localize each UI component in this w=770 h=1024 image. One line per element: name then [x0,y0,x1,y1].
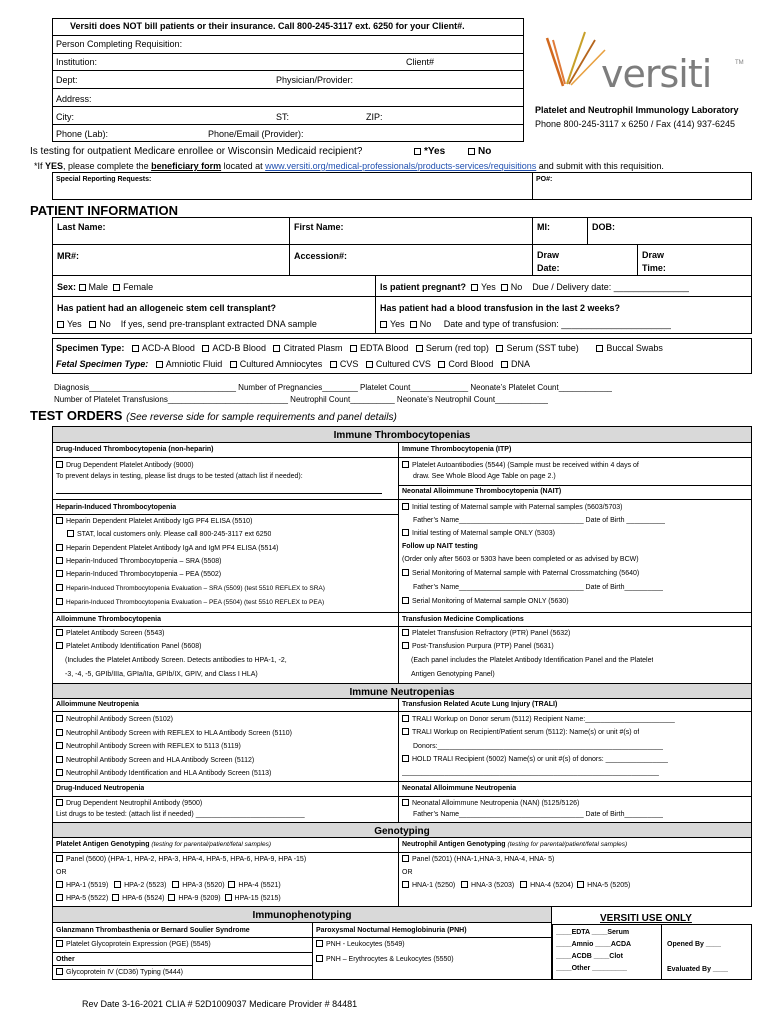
medicare-instructions: *If YES, please complete the beneficiary form located at www.versiti.org/medical-professionals/products-services/requisitions and submit with this requisition. [34,161,664,171]
st-field[interactable]: ST: [276,112,290,122]
person-completing-field[interactable]: Person Completing Requisition: [56,39,183,49]
lab-phone: Phone 800-245-3117 x 6250 / Fax (414) 937-6245 [535,119,735,129]
allo-5543-checkbox[interactable] [56,629,63,636]
hna1-checkbox[interactable] [402,881,409,888]
allo-section: Alloimmune Thrombocytopenia Platelet Antibody Screen (5543) Platelet Antibody Identification Panel (5608) (Includes the Platelet Antibody Screen. Detects antibodies to HPA-1, -2, -3, -4, -5, GPIb/IIIa, GPIa/IIa, GPIb/IX, GPIV, and Class I HLA) [52,612,399,684]
fetal-amniocytes-checkbox[interactable] [230,361,237,368]
pag-panel-checkbox[interactable] [56,855,63,862]
draw-time-field[interactable]: Draw Time: [637,244,752,276]
first-name-field[interactable]: First Name: [289,217,533,245]
use-only-box: ____EDTA ____Serum ____Amnio ____ACDA ____ACDB ____Clot ____Other _________ Opened By ____ Evaluated By ____ [552,924,752,980]
fetal-amniotic-checkbox[interactable] [156,361,163,368]
trali-donor-checkbox[interactable] [402,715,409,722]
specimen-acda-checkbox[interactable] [132,345,139,352]
hit-5504-checkbox[interactable] [56,598,63,605]
hpa1-checkbox[interactable] [56,881,63,888]
nait-5640-checkbox[interactable] [402,569,409,576]
medicare-no[interactable]: No [468,145,491,158]
immunophenotyping-header: Immunophenotyping [52,906,552,923]
beneficiary-form-link[interactable]: beneficiary form [151,161,222,171]
address-field[interactable]: Address: [56,94,92,104]
pregnant-row: Is patient pregnant? Yes No Due / Delivery date: _______________ [375,275,752,297]
specimen-edta-checkbox[interactable] [350,345,357,352]
din-section: Drug-Induced Neutropenia Drug Dependent Neutrophil Antibody (9500) List drugs to be tested: (attach list if needed) ____________________________ [52,781,399,823]
specimen-buccal-checkbox[interactable] [596,345,603,352]
hna4-checkbox[interactable] [520,881,527,888]
client-field[interactable]: Client# [406,57,435,67]
trali-recipient-checkbox[interactable] [402,728,409,735]
zip-field[interactable]: ZIP: [366,112,383,122]
special-reporting-box[interactable] [52,172,752,200]
logo-tm: TM [735,60,744,66]
hpa4-checkbox[interactable] [228,881,235,888]
pregnant-yes-checkbox[interactable] [471,284,478,291]
din-9500-checkbox[interactable] [56,799,63,806]
nait-5630-checkbox[interactable] [402,597,409,604]
dit-section: Drug-Induced Thrombocytopenia (non-heparin) Drug Dependent Platelet Antibody (9000) To prevent delays in testing, please list drugs to be tested (attach list if needed): [52,442,399,500]
trans-no-checkbox[interactable] [410,321,417,328]
nait-5603-checkbox[interactable] [402,503,409,510]
an-5110-checkbox[interactable] [56,729,63,736]
hpa2-checkbox[interactable] [114,881,121,888]
nait-section: Initial testing of Maternal sample with Paternal samples (5603/5703) Father’s Name________________________________ Date of Birth __________ Initial testing of Maternal sample ONLY (5303) Follow up NAIT testing (Order only after 5603 or 5303 have been completed or as advised by BCW) Serial Monitoring of Maternal sample with Paternal Crossmatching (5640) Father’s Name________________________________ Date of Birth__________ Serial Monitoring of Maternal sample ONLY (5630) [398,499,752,613]
draw-date-field[interactable]: Draw Date: [532,244,638,276]
pag-section: Platelet Antigen Genotyping (testing for parental/patient/fetal samples) Panel (5600) (HPA-1, HPA-2, HPA-3, HPA-4, HPA-5, HPA-6, HPA-9, HPA -15) OR HPA-1 (5519) HPA-2 (5523) HPA-3 (5520) HPA-4 (5521) HPA-5 (5522) HPA-6 (5524) HPA-9 (5209) HPA-15 (5215) [52,837,399,907]
fetal-dna-checkbox[interactable] [501,361,508,368]
lab-name: Platelet and Neutrophil Immunology Laboratory [535,105,739,115]
mi-field[interactable]: MI: [532,217,588,245]
transfusion-row: Has patient had a blood transfusion in the last 2 weeks? Yes No Date and type of transfusion: ______________________ [375,296,752,334]
pnh-section: Paroxysmal Nocturnal Hemoglobinuria (PNH) PNH - Leukocytes (5549) PNH – Erythrocytes & Leukocytes (5550) [312,922,552,980]
stem-yes-checkbox[interactable] [57,321,64,328]
itp-section: Immune Thrombocytopenia (ITP) Platelet Autoantibodies (5544) (Sample must be received within 4 days of draw. See Whole Blood Age Table on page 2.) Neonatal Alloimmune Thrombocytopenia (NAIT) [398,442,752,500]
nag-panel-checkbox[interactable] [402,855,409,862]
nait-5303-checkbox[interactable] [402,529,409,536]
medicare-question: Is testing for outpatient Medicare enrollee or Wisconsin Medicaid recipient? [30,146,363,157]
female-checkbox[interactable] [113,284,120,291]
checkbox-icon[interactable] [414,148,421,155]
hit-stat-checkbox[interactable] [67,530,74,537]
hit-5509-checkbox[interactable] [56,584,63,591]
use-only-title: VERSITI USE ONLY [600,913,692,924]
trans-yes-checkbox[interactable] [380,321,387,328]
tmc-5632-checkbox[interactable] [402,629,409,636]
versiti-logo [545,30,745,100]
stem-no-checkbox[interactable] [89,321,96,328]
fetal-cultured-cvs-checkbox[interactable] [366,361,373,368]
stem-cell-row: Has patient had an allogeneic stem cell transplant? Yes No If yes, send pre-transplant extracted DNA sample [52,296,376,334]
hit-5514-checkbox[interactable] [56,544,63,551]
hpa9-checkbox[interactable] [168,894,175,901]
dept-field[interactable]: Dept: [56,75,78,85]
gt-section: Glanzmann Thrombasthenia or Bernard Soulier Syndrome Platelet Glycoprotein Expression (PGE) (5545) Other Glycoprotein IV (CD36) Typing (5444) [52,922,313,980]
patient-info-title: PATIENT INFORMATION [30,203,179,218]
allo-5608-checkbox[interactable] [56,642,63,649]
checkbox-icon[interactable] [468,148,475,155]
hpa15-checkbox[interactable] [225,894,232,901]
dob-field[interactable]: DOB: [587,217,752,245]
requisitions-url-link[interactable]: www.versiti.org/medical-professionals/products-services/requisitions [265,161,537,171]
dit-checkbox[interactable] [56,461,63,468]
last-name-field[interactable]: Last Name: [52,217,290,245]
hpa6-checkbox[interactable] [112,894,119,901]
test-orders-title: TEST ORDERS (See reverse side for sample requirements and panel details) [30,408,397,423]
specimen-citrated-checkbox[interactable] [273,345,280,352]
institution-field[interactable]: Institution: [56,57,98,67]
itp-checkbox[interactable] [402,461,409,468]
hna5-checkbox[interactable] [577,881,584,888]
pge-checkbox[interactable] [56,940,63,947]
hpa5-checkbox[interactable] [56,894,63,901]
genotyping-header: Genotyping [52,822,752,838]
hit-5508-checkbox[interactable] [56,557,63,564]
tmc-section: Transfusion Medicine Complications Platelet Transfusion Refractory (PTR) Panel (5632) Post-Transfusion Purpura (PTP) Panel (5631) (Each panel includes the Platelet Antibody Identification Panel and the Platelet Antigen Genotyping Panel) [398,612,752,684]
specimen-acdb-checkbox[interactable] [202,345,209,352]
phone-email-field[interactable]: Phone/Email (Provider): [208,129,304,139]
an-5112-checkbox[interactable] [56,756,63,763]
an-5102-checkbox[interactable] [56,715,63,722]
special-reporting-label: Special Reporting Requests: [56,176,152,183]
nan-section: Neonatal Alloimmune Neutropenia Neonatal Alloimmune Neutropenia (NAN) (5125/5126) Father’s Name________________________________ Date of Birth__________ [398,781,752,823]
medicare-yes[interactable]: *Yes [414,145,445,158]
hna3-checkbox[interactable] [461,881,468,888]
sex-row: Sex: Male Female [52,275,376,297]
nan-checkbox[interactable] [402,799,409,806]
nag-section: Neutrophil Antigen Genotyping (testing for parental/patient/fetal samples) Panel (5201) (HNA-1,HNA-3, HNA-4, HNA- 5) OR HNA-1 (5250) HNA-3 (5203) HNA-4 (5204) HNA-5 (5205) [398,837,752,907]
pnh-5550-checkbox[interactable] [316,955,323,962]
mr-field[interactable]: MR#: [52,244,290,276]
footer-text: Rev Date 3-16-2021 CLIA # 52D1009037 Medicare Provider # 84481 [82,999,358,1009]
an-5119-checkbox[interactable] [56,742,63,749]
cd36-checkbox[interactable] [56,968,63,975]
po-label: PO#: [536,176,553,183]
diagnosis-line-2[interactable]: Number of Platelet Transfusions___________________________ Neutrophil Count__________ Neonate’s Neutrophil Count____________ [54,395,549,404]
an-section: Alloimmune Neutropenia Neutrophil Antibody Screen (5102) Neutrophil Antibody Screen with REFLEX to HLA Antibody Screen (5110) Neutrophil Antibody Screen with REFLEX to 5113 (5119) Neutrophil Antibody Screen and HLA Antibody Screen (5112) Neutrophil Antibody Identification and HLA Antibody Screen (5113) [52,698,399,782]
trali-section: Transfusion Related Acute Lung Injury (TRALI) TRALI Workup on Donor serum (5112) Recipient Name:_______________________ TRALI Workup on Recipient/Patient serum (5112): Name(s) or unit #(s) of Donors:__________________________________________________________ HOLD TRALI Recipient (5002) Name(s) or unit #(s) of donors: ________________ __________________________________________________________________ [398,698,752,782]
pnh-5549-checkbox[interactable] [316,940,323,947]
top-notice: Versiti does NOT bill patients or their insurance. Call 800-245-3117 ext. 6250 for your Client#. [70,21,465,31]
accession-field[interactable]: Accession#: [289,244,533,276]
trali-hold-checkbox[interactable] [402,755,409,762]
fetal-specimen-row: Fetal Specimen Type: Amniotic Fluid Cultured Amniocytes CVS Cultured CVS Cord Blood DNA [56,359,530,369]
specimen-serum-red-checkbox[interactable] [416,345,423,352]
hit-5510-checkbox[interactable] [56,517,63,524]
hpa3-checkbox[interactable] [172,881,179,888]
specimen-serum-sst-checkbox[interactable] [496,345,503,352]
hit-section: Heparin-Induced Thrombocytopenia Heparin Dependent Platelet Antibody IgG PF4 ELISA (5510) STAT, local customers only. Please call 800-245-3117 ext 6250 Heparin Dependent Platelet Antibody IgA and IgM PF4 ELISA (5514) Heparin-Induced Thrombocytopenia – SRA (5508) Heparin-Induced Thrombocytopenia – PEA (5502) Heparin-Induced Thrombocytopenia Evaluation – SRA (5509) (test 5510 REFLEX to SRA) Heparin-Induced Thrombocytopenia Evaluation – PEA (5504) (test 5510 REFLEX to PEA) [52,499,399,613]
specimen-row: Specimen Type: ACD-A Blood ACD-B Blood Citrated Plasm EDTA Blood Serum (red top) Serum (SST tube) Buccal Swabs [56,343,663,353]
logo-text: versiti [601,52,712,96]
diagnosis-line-1[interactable]: Diagnosis_________________________________ Number of Pregnancies________ Platelet Count_____________ Neonate’s Platelet Count____________ [54,383,613,392]
tmc-5631-checkbox[interactable] [402,642,409,649]
fetal-cord-checkbox[interactable] [438,361,445,368]
pregnant-no-checkbox[interactable] [501,284,508,291]
hit-5502-checkbox[interactable] [56,570,63,577]
physician-field[interactable]: Physician/Provider: [276,75,354,85]
immune-neutro-header: Immune Neutropenias [52,683,752,699]
city-field[interactable]: City: [56,112,74,122]
fetal-cvs-checkbox[interactable] [330,361,337,368]
male-checkbox[interactable] [79,284,86,291]
immune-thrombo-header: Immune Thrombocytopenias [52,426,752,443]
phone-lab-field[interactable]: Phone (Lab): [56,129,109,139]
an-5113-checkbox[interactable] [56,769,63,776]
